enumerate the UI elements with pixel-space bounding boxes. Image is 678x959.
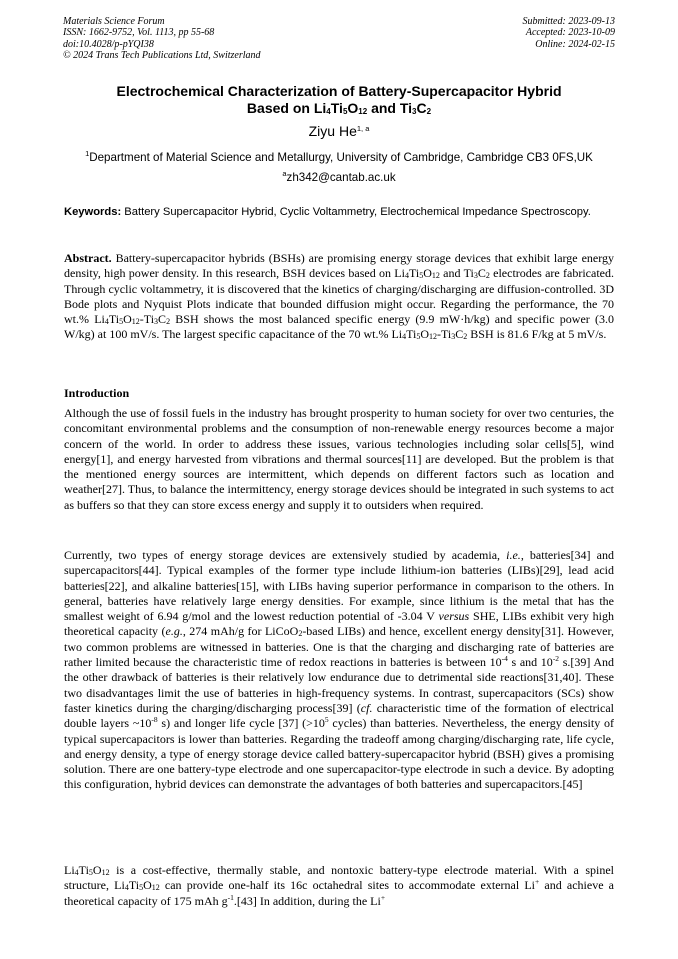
- paragraph-text: .[43] In addition, during the Li: [233, 893, 381, 908]
- journal-header: [63, 16, 261, 62]
- journal-name: Materials Science Forum: [63, 16, 165, 27]
- online-date: Online: 2024-02-15: [535, 38, 615, 50]
- paragraph-text: Li: [64, 863, 75, 877]
- intro-paragraph-3: [64, 863, 614, 909]
- subscript: 3: [154, 317, 159, 327]
- keywords-label: Keywords:: [64, 206, 122, 218]
- dates-header: [523, 16, 616, 50]
- keywords: [64, 205, 614, 220]
- paragraph-text: can provide one-half its 16c octahedral sites to accommodate external Li: [159, 878, 535, 893]
- italic-text: cf.: [360, 700, 373, 715]
- subscript: 2: [485, 271, 490, 281]
- author: [40, 123, 638, 139]
- italic-text: i.e.: [506, 548, 521, 562]
- paragraph-text: Currently, two types of energy storage devices are extensively studied by academia,: [64, 548, 507, 562]
- title-text: Ti: [330, 100, 343, 116]
- intro-paragraph-2: [64, 548, 614, 793]
- subscript: 12: [431, 271, 440, 281]
- subscript: 4: [402, 332, 407, 342]
- chem-text: Ti: [128, 878, 140, 893]
- subscript: 12: [429, 332, 438, 342]
- subscript: 2: [463, 332, 468, 342]
- subscript: 12: [358, 107, 368, 116]
- abstract-text: BSH is 81.6 F/kg at 5 mV/s.: [467, 327, 607, 342]
- superscript: -2: [552, 654, 560, 664]
- paragraph-text: -based LIBs) and hence, excellent energy density[31]. However, two common problems are witnessed in batteries. One is that the charging and discharging rate of batteries are rather limited because the characteristic time of redox reactions in batteries is between 10: [64, 624, 614, 670]
- affiliation-superscript: 1: [85, 149, 90, 158]
- paragraph-text: s.[39] And the other drawback of batteries is their relatively low endurance due to detrimental side reactions[31,40]. These two disadvantages limit the use of batteries in high-frequency systems. In contrast, supercapacitors (SCs) show faster kinetics during the charging/discharging process[39] (: [64, 655, 614, 715]
- title-text: C: [416, 100, 427, 116]
- subscript: 3: [451, 332, 456, 342]
- intro-paragraph-1: Although the use of fossil fuels in the industry has brought prosperity to human society for over two centuries, the concomitant environmental problems and the consumption of non-renewable energy resources become a major concern of the world. In order to address these issues, various technologies including solar cells[5], wind energy[1], and energy harvested from vibrations and thermal sources[11] are developed. But the problem is that the mentioned energy sources are intermittent, which depends on different factors such as location and weather[27]. Thus, to balance the intermittency, energy storage devices should be integrated in such systems to act as buffers so that they can store excess energy and supply it to outsiders when required.: [64, 406, 614, 512]
- subscript: 4: [404, 271, 409, 281]
- paragraph-text: s) and longer life cycle [37] (>10: [157, 716, 325, 731]
- subscript: 4: [124, 883, 129, 893]
- subscript: 2: [298, 629, 303, 639]
- superscript: +: [535, 877, 540, 887]
- chem-text: O: [92, 863, 102, 877]
- doi[interactable]: doi:10.4028/p-pYQI38: [63, 38, 154, 50]
- paragraph-text: is a cost-effective, thermally stable, and nontoxic battery-type electrode material. With a spinel structure, Li: [64, 863, 614, 893]
- superscript: -4: [501, 654, 508, 664]
- paragraph-text: s and 10: [507, 655, 553, 670]
- chem-text: C: [477, 266, 486, 281]
- subscript: 4: [74, 868, 79, 877]
- chem-text: O: [143, 878, 152, 893]
- subscript: 5: [419, 271, 424, 281]
- chem-text: O: [423, 266, 432, 281]
- author-superscript: 1, a: [356, 124, 370, 133]
- italic-text: e.g.: [165, 624, 183, 639]
- abstract-text: -Ti: [437, 327, 452, 342]
- abstract-text: -Ti: [139, 312, 155, 327]
- chem-text: O: [123, 312, 132, 327]
- author-name: Ziyu He: [308, 123, 357, 139]
- subscript: 4: [104, 317, 109, 327]
- abstract-label: Abstract.: [64, 251, 112, 265]
- paragraph-text: , batteries[34] and supercapacitors[44]. Typical examples of the former type include lithium-ion batteries (LIBs)[29], lead acid batteries[22], and alkaline batteries[15], with LIBs having superior performance in comparison to the others. In general, batteries have relatively large energy densities. For example, since lithium is the metal that has the smallest weight of 6.94 g/mol and the lowest reduction potential of -3.04 V: [64, 548, 614, 624]
- subscript: 12: [131, 317, 140, 327]
- accepted-date: Accepted: 2023-10-09: [525, 27, 615, 39]
- paragraph-text: SHE, LIBs exhibit very high theoretical capacity (: [64, 609, 614, 639]
- issn: ISSN: 1662-9752, Vol. 1113, pp 55-68: [63, 27, 215, 39]
- superscript: 5: [324, 715, 329, 725]
- subscript: 2: [426, 107, 432, 116]
- subscript: 3: [412, 107, 417, 116]
- italic-text: versus: [438, 609, 470, 624]
- author-email[interactable]: [40, 171, 638, 184]
- superscript: +: [380, 892, 386, 902]
- chem-text: O: [420, 327, 430, 342]
- subscript: 5: [119, 317, 124, 327]
- subscript: 12: [101, 868, 110, 877]
- title-line-2: [40, 100, 638, 117]
- title-text: O: [347, 100, 359, 116]
- paragraph-text: and achieve a theoretical capacity of 175 mAh g: [64, 878, 614, 908]
- email-text[interactable]: zh342@cantab.ac.uk: [286, 171, 396, 184]
- paragraph-text: cycles) than batteries. Nevertheless, the energy density of typical supercapacitors is lower than batteries. Regarding the tradeoff among charging/discharging rate, life cycle, and energy density, a type of energy storage device called battery-supercapacitor hybrid (BSH) gives a promising solution. There are one battery-type electrode and one supercapacitor-type electrode in such a device. By adopting this configuration, hybrid devices can demonstrate the advantages of both batteries and supercapacitors.[45]: [64, 716, 614, 792]
- abstract-text: and Ti: [439, 266, 474, 281]
- affiliation-text: Department of Material Science and Metallurgy, University of Cambridge, Cambridge CB3 0FS,UK: [89, 151, 593, 164]
- subscript: 5: [342, 107, 348, 116]
- superscript: -8: [151, 715, 158, 725]
- abstract: [64, 251, 614, 343]
- email-superscript: a: [282, 169, 287, 178]
- keywords-text: Battery Supercapacitor Hybrid, Cyclic Voltammetry, Electrochemical Impedance Spectroscopy.: [121, 206, 591, 218]
- subscript: 5: [139, 883, 144, 893]
- subscript: 3: [473, 271, 478, 281]
- paper-title: [40, 83, 638, 117]
- chem-text: C: [455, 327, 464, 342]
- abstract-text: BSH shows the most balanced specific energy (9.9 mW·h/kg) and specific power (3.0 W/kg) at 100 mV/s. The largest specific capacitance of the 70 wt.% Li: [64, 312, 614, 342]
- subscript: 5: [88, 868, 93, 877]
- chem-text: Ti: [408, 266, 420, 281]
- subscript: 2: [166, 317, 171, 327]
- abstract-text: Battery-supercapacitor hybrids (BSHs) are promising energy storage devices that exhibit large energy density, high power density. In this research, BSH devices based on Li: [64, 251, 614, 281]
- title-text: Based on Li: [246, 100, 327, 116]
- chem-text: Ti: [406, 327, 417, 342]
- section-heading-introduction: Introduction: [64, 386, 130, 400]
- copyright: © 2024 Trans Tech Publications Ltd, Switzerland: [63, 50, 261, 62]
- chem-text: Ti: [78, 863, 89, 877]
- title-line-1: Electrochemical Characterization of Battery-Supercapacitor Hybrid: [116, 83, 562, 99]
- chem-text: Ti: [108, 312, 120, 327]
- paragraph-text: characteristic time of the formation of electrical double layers ~10: [64, 700, 615, 731]
- subscript: 4: [326, 107, 331, 116]
- chem-text: C: [158, 312, 167, 327]
- subscript: 5: [416, 332, 421, 342]
- abstract-text: electrodes are fabricated. Through cyclic voltammetry, it is discovered that the kinetics of charging/discharging are diffusion-controlled. 3D Bode plots and Nyquist Plots indicate that bounded diffusion might occur. Regarding the performance, the 70 wt.% Li: [64, 266, 614, 327]
- title-text: and Ti: [367, 100, 413, 116]
- superscript: -1: [227, 892, 234, 902]
- subscript: 12: [151, 883, 160, 893]
- paragraph-text: , 274 mAh/g for LiCoO: [182, 624, 299, 639]
- affiliation: [40, 151, 638, 164]
- submitted-date: Submitted: 2023-09-13: [522, 16, 615, 27]
